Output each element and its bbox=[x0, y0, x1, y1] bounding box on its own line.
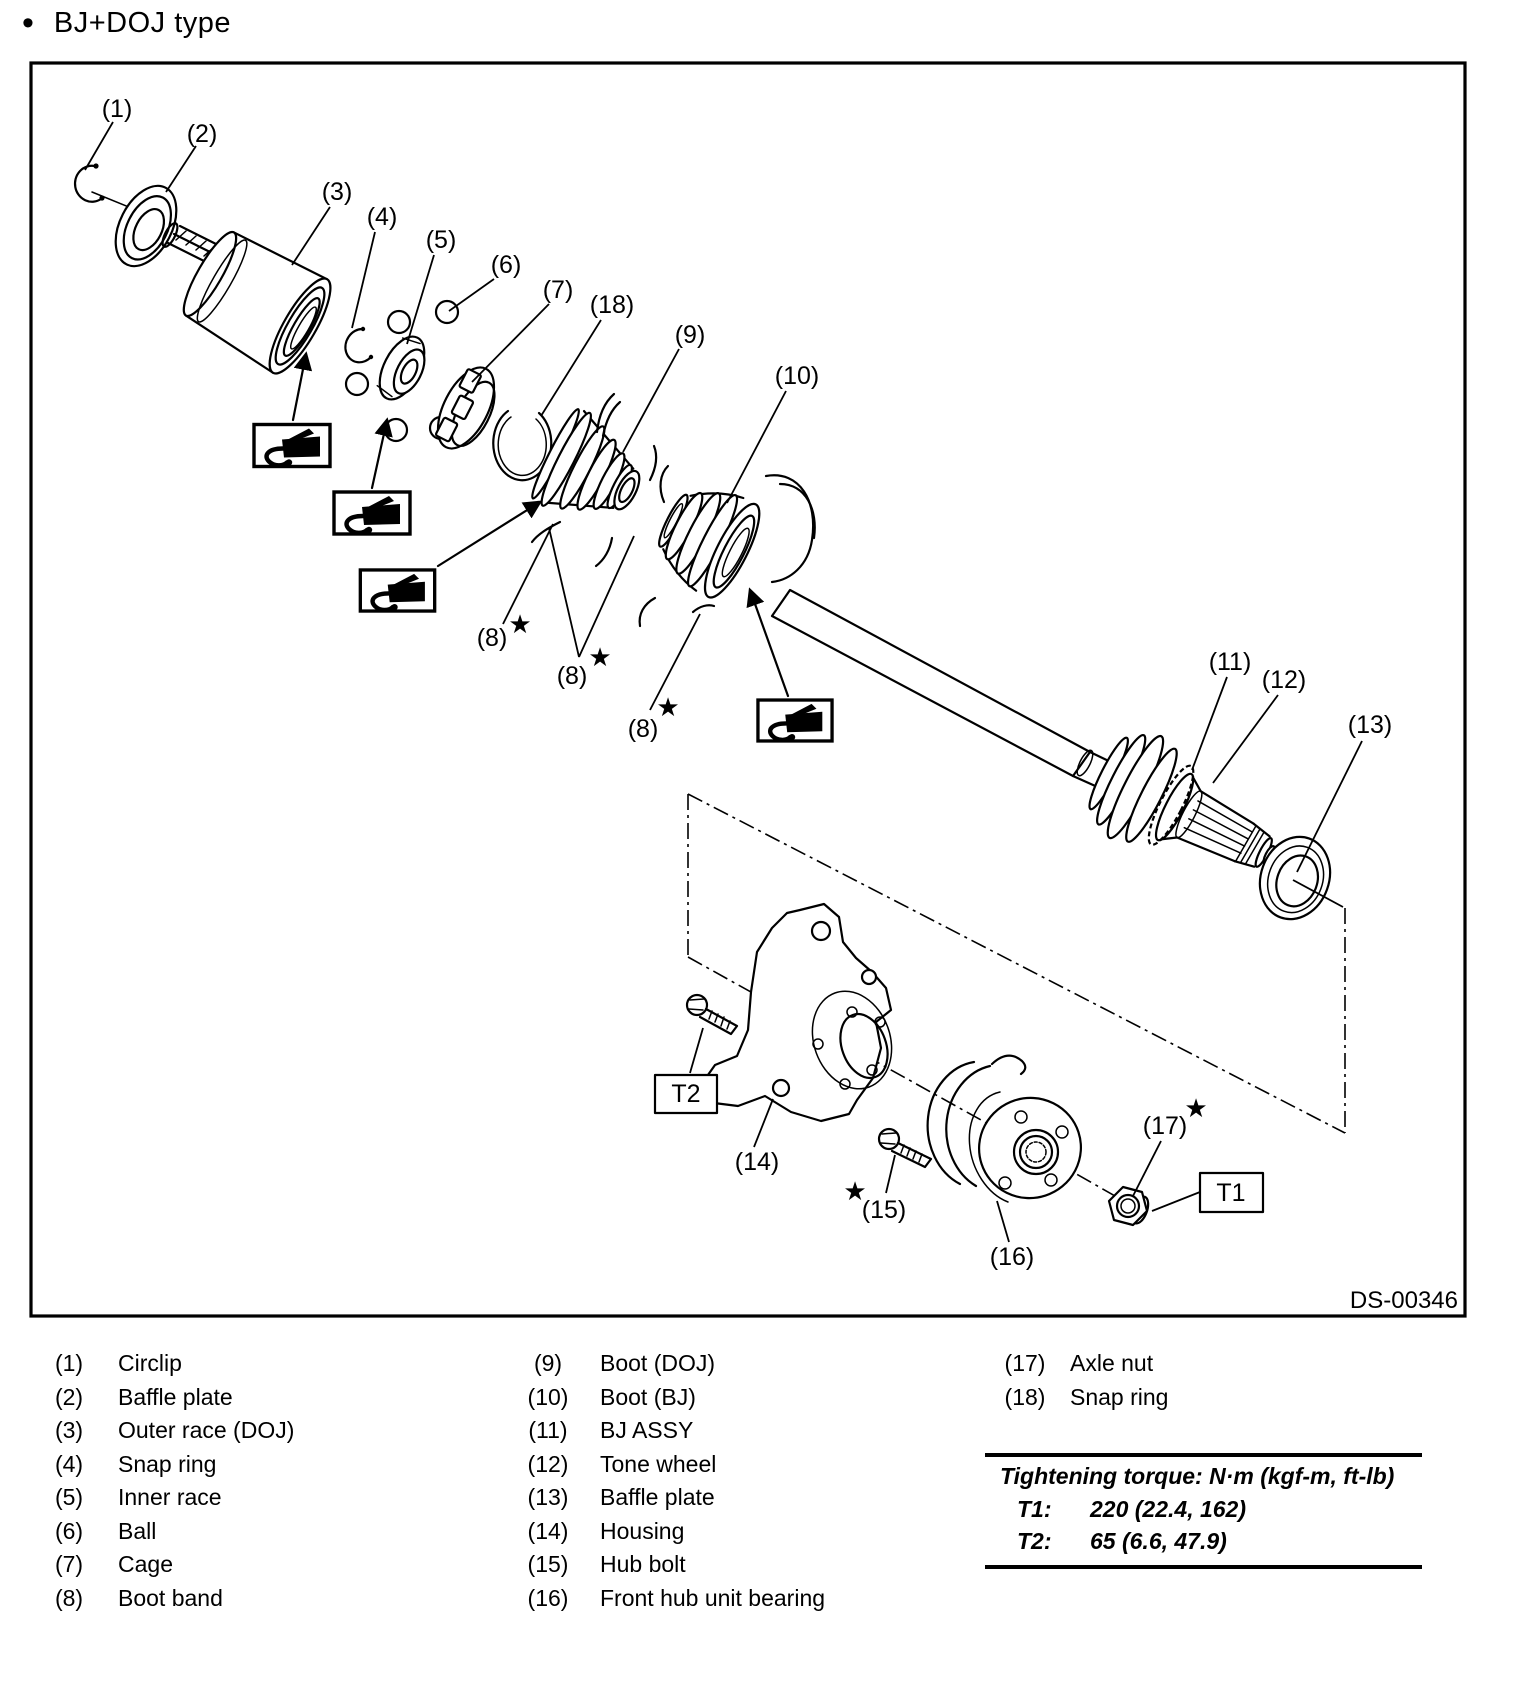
legend-item bbox=[997, 1381, 1168, 1415]
legend-item bbox=[41, 1448, 294, 1482]
legend-item bbox=[520, 1548, 825, 1582]
callout-1: (1) bbox=[101, 95, 133, 123]
callout-7: (7) bbox=[542, 276, 574, 304]
callout-2: (2) bbox=[186, 120, 218, 148]
t2-bolt-part bbox=[687, 995, 737, 1034]
star-icon: ★ bbox=[656, 692, 680, 722]
boot-doj-part bbox=[527, 394, 659, 566]
torque-title: Tightening torque: N·m (kgf-m, ft-lb) bbox=[1000, 1463, 1395, 1489]
legend-item bbox=[41, 1548, 294, 1582]
legend-label: Circlip bbox=[118, 1350, 182, 1376]
callout-8c: (8) bbox=[627, 715, 659, 743]
legend-num: (11) bbox=[528, 1417, 568, 1443]
callout-6: (6) bbox=[490, 251, 522, 279]
legend-label: Snap ring bbox=[118, 1450, 217, 1477]
legend-item bbox=[41, 1381, 294, 1415]
legend-item bbox=[520, 1381, 825, 1415]
legend-label: Inner race bbox=[118, 1484, 222, 1510]
legend-label: Boot (BJ) bbox=[600, 1383, 696, 1410]
star-icon: ★ bbox=[508, 609, 532, 639]
legend-label: Snap ring bbox=[1070, 1383, 1169, 1410]
callout-11: (11) bbox=[1208, 648, 1252, 676]
axle-nut-part bbox=[1109, 1187, 1151, 1226]
legend-item bbox=[520, 1582, 825, 1616]
legend-item bbox=[41, 1347, 294, 1381]
legend-num: (12) bbox=[527, 1450, 569, 1477]
callout-15: (15) bbox=[861, 1196, 907, 1224]
grease-icon bbox=[334, 492, 410, 534]
callout-12: (12) bbox=[1261, 666, 1307, 694]
torque-row bbox=[1017, 1526, 1422, 1558]
legend-label: Housing bbox=[600, 1517, 685, 1544]
legend-num: (6) bbox=[54, 1517, 84, 1544]
legend-num: (10) bbox=[527, 1383, 569, 1410]
legend-label: Hub bolt bbox=[600, 1551, 686, 1577]
figure-id: DS-00346 bbox=[1349, 1287, 1458, 1314]
cage-part bbox=[426, 359, 508, 459]
t1-callout-box bbox=[1200, 1173, 1263, 1212]
page-title-text: BJ+DOJ type bbox=[53, 6, 232, 39]
t1-label: T1 bbox=[1216, 1179, 1246, 1207]
legend-column-3 bbox=[997, 1347, 1168, 1414]
legend-num: (4) bbox=[54, 1450, 84, 1477]
legend-num: (14) bbox=[527, 1517, 569, 1544]
torque-value: 220 (22.4, 162) bbox=[1090, 1496, 1247, 1522]
inner-race-part bbox=[371, 330, 436, 408]
legend-num: (16) bbox=[527, 1584, 569, 1611]
callout-3: (3) bbox=[321, 178, 353, 206]
star-icon: ★ bbox=[588, 642, 612, 672]
legend-item bbox=[41, 1582, 294, 1616]
torque-table bbox=[985, 1453, 1422, 1569]
t2-label: T2 bbox=[671, 1080, 701, 1108]
callout-13: (13) bbox=[1347, 711, 1393, 739]
callout-8a: (8) bbox=[476, 624, 508, 652]
legend-label: Boot (DOJ) bbox=[600, 1350, 716, 1376]
legend-item bbox=[41, 1481, 294, 1515]
legend-label: Ball bbox=[118, 1517, 157, 1544]
callout-16: (16) bbox=[989, 1243, 1035, 1271]
snap-ring-4-part bbox=[345, 327, 373, 363]
legend-num: (1) bbox=[54, 1350, 84, 1376]
legend-label: Baffle plate bbox=[600, 1484, 715, 1510]
legend-label: Boot band bbox=[118, 1584, 223, 1611]
torque-id: T2: bbox=[1017, 1527, 1052, 1554]
torque-row bbox=[1017, 1494, 1422, 1526]
callout-4: (4) bbox=[366, 203, 398, 231]
legend-num: (17) bbox=[1004, 1350, 1046, 1376]
legend-item bbox=[520, 1481, 825, 1515]
legend-num: (15) bbox=[527, 1551, 569, 1577]
callout-10: (10) bbox=[774, 362, 820, 390]
callout-8b: (8) bbox=[556, 662, 588, 690]
legend-num: (9) bbox=[533, 1350, 563, 1376]
legend-num: (8) bbox=[54, 1584, 84, 1611]
hub-unit-part bbox=[928, 1056, 1094, 1212]
legend-num: (7) bbox=[54, 1551, 84, 1577]
legend-num: (18) bbox=[1004, 1383, 1046, 1410]
legend-num: (3) bbox=[54, 1417, 84, 1443]
hub-bolt-part bbox=[879, 1129, 931, 1167]
baffle-plate-13-part bbox=[1249, 827, 1342, 929]
callout-5: (5) bbox=[425, 226, 457, 254]
legend-label: Axle nut bbox=[1070, 1350, 1154, 1376]
bullet-icon: • bbox=[22, 4, 34, 42]
legend-num: (13) bbox=[527, 1484, 569, 1510]
legend-item bbox=[520, 1414, 825, 1448]
callout-14: (14) bbox=[734, 1148, 780, 1176]
star-icon: ★ bbox=[843, 1176, 867, 1206]
legend-item bbox=[41, 1414, 294, 1448]
legend-num: (5) bbox=[54, 1484, 84, 1510]
axle-shaft-part bbox=[772, 590, 1117, 789]
grease-icon bbox=[758, 700, 832, 741]
torque-id: T1: bbox=[1017, 1496, 1052, 1522]
t2-callout-box bbox=[655, 1075, 717, 1113]
legend-label: Cage bbox=[118, 1551, 173, 1577]
legend-label: Baffle plate bbox=[118, 1383, 233, 1410]
grease-icon bbox=[360, 570, 434, 611]
legend-item bbox=[520, 1347, 825, 1381]
legend-label: Outer race (DOJ) bbox=[118, 1417, 295, 1443]
legend-item bbox=[41, 1515, 294, 1549]
legend-label: Front hub unit bearing bbox=[600, 1584, 826, 1611]
legend-label: BJ ASSY bbox=[600, 1417, 694, 1443]
callout-18: (18) bbox=[589, 291, 635, 319]
grease-icon bbox=[254, 425, 330, 467]
legend-item bbox=[520, 1448, 825, 1482]
legend-column-2 bbox=[520, 1347, 825, 1615]
star-icon: ★ bbox=[1184, 1093, 1208, 1123]
legend-num: (2) bbox=[54, 1383, 84, 1410]
legend-item bbox=[520, 1515, 825, 1549]
legend-label: Tone wheel bbox=[600, 1450, 717, 1477]
legend-column-1 bbox=[41, 1347, 294, 1615]
callout-9: (9) bbox=[674, 321, 706, 349]
torque-value: 65 (6.6, 47.9) bbox=[1090, 1527, 1227, 1554]
housing-part bbox=[703, 904, 905, 1121]
legend-item bbox=[997, 1347, 1168, 1381]
callout-17: (17) bbox=[1142, 1112, 1188, 1140]
baffle-plate-2-part bbox=[103, 176, 188, 276]
